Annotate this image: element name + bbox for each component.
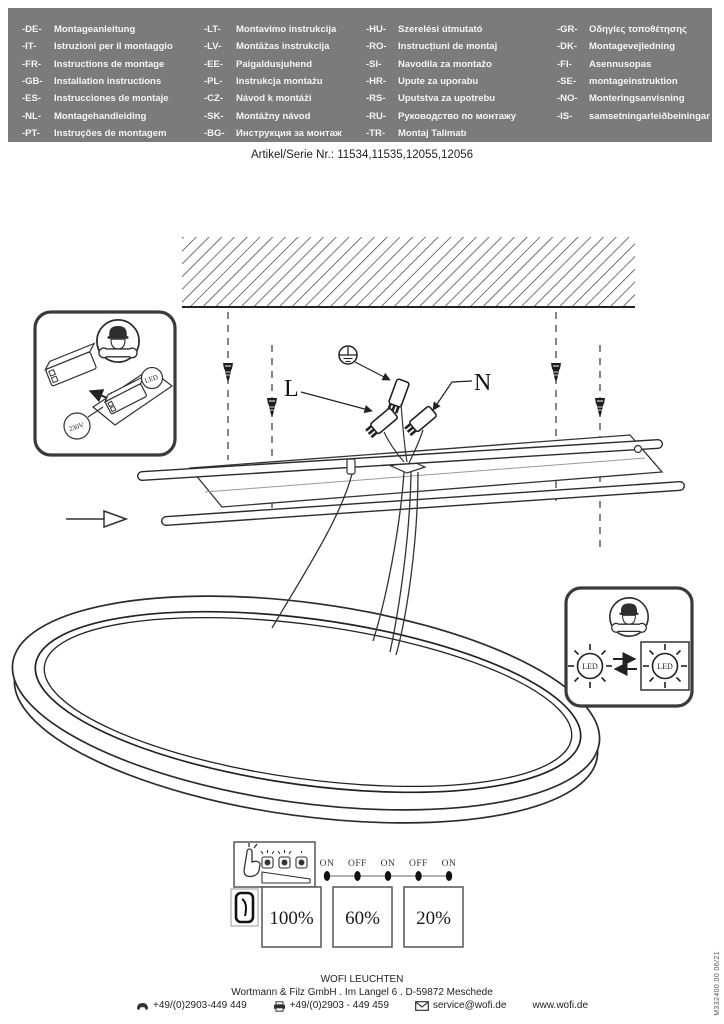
inset-led-module-swap xyxy=(566,588,692,706)
switch-state-label: ON xyxy=(441,859,457,869)
mains-voltage-label: 230V xyxy=(67,420,86,434)
led-module-label-left: LED xyxy=(582,662,598,671)
language-label: Montážny návod xyxy=(236,110,311,122)
language-code: -CZ- xyxy=(204,93,223,105)
mounting-screw xyxy=(267,398,277,417)
company-address: Wortmann & Filz GmbH . Im Langel 6 . D-59872 Meschede xyxy=(231,986,493,998)
language-label: Montageanleitung xyxy=(54,24,136,36)
language-code: -LT- xyxy=(204,24,221,36)
ceiling-lamp xyxy=(0,564,613,855)
language-label: Paigaldusjuhend xyxy=(236,58,313,70)
language-label: Руководство по монтажу xyxy=(398,110,517,122)
brightness-level: 60% xyxy=(345,908,380,929)
language-label: Инструкция за монтаж xyxy=(236,127,342,139)
document-code: M332400.00 06/21 xyxy=(714,951,721,1016)
dimming-instructions xyxy=(231,842,463,947)
brightness-level: 20% xyxy=(416,908,451,929)
language-code: -ES- xyxy=(22,93,41,105)
language-code: -HR- xyxy=(366,76,387,88)
slide-direction-arrow xyxy=(66,511,126,527)
language-code: -IT- xyxy=(22,41,37,53)
language-label: Οδηγίες τοποθέτησης xyxy=(589,24,687,36)
led-driver-label: LED xyxy=(143,373,160,386)
ceiling-hatch xyxy=(182,237,635,307)
language-label: Montaj Talimatı xyxy=(398,127,467,139)
language-label: Návod k montáži xyxy=(236,93,312,105)
language-label: Montagevejledning xyxy=(589,41,676,53)
language-code: -IS- xyxy=(557,110,573,122)
language-label: Szerelési útmutató xyxy=(398,24,483,36)
language-code: -RS- xyxy=(366,93,386,105)
switch-state-label: OFF xyxy=(348,859,367,869)
phone-contact: +49/(0)2903-449 449 xyxy=(136,1000,247,1013)
language-label: Montavimo instrukcija xyxy=(236,24,337,36)
language-code: -PL- xyxy=(204,76,223,88)
language-code: -SE- xyxy=(557,76,576,88)
brightness-level: 100% xyxy=(269,908,314,929)
electrician-icon xyxy=(610,598,648,636)
language-label: Installation instructions xyxy=(54,76,162,88)
mounting-screw xyxy=(595,398,605,417)
phone-icon xyxy=(136,1001,149,1012)
language-code: -HU- xyxy=(366,24,387,36)
language-label: Upute za uporabu xyxy=(398,76,479,88)
language-code: -PT- xyxy=(22,127,40,139)
wall-switch-icon xyxy=(231,889,258,926)
electrician-icon xyxy=(97,320,139,362)
led-module-label-right: LED xyxy=(657,662,673,671)
inset-driver-replacement xyxy=(35,312,175,455)
language-code: -DK- xyxy=(557,41,578,53)
language-label: Instrucciones de montaje xyxy=(54,93,169,105)
language-label: Instrukcja montażu xyxy=(236,76,323,88)
cable-hook xyxy=(347,459,355,474)
language-code: -SK- xyxy=(204,110,224,122)
language-code: -BG- xyxy=(204,127,225,139)
website-link: www.wofi.de xyxy=(532,1000,589,1011)
language-code: -LV- xyxy=(204,41,222,53)
language-label: Navodila za montažo xyxy=(398,58,492,70)
language-label: Montāžas instrukcija xyxy=(236,41,330,53)
language-label: Montagehandleiding xyxy=(54,110,147,122)
language-label: Istruzioni per il montaggio xyxy=(54,41,173,53)
language-code: -NL- xyxy=(22,110,41,122)
language-code: -DE- xyxy=(22,24,42,36)
fax-contact: +49/(0)2903 - 449 459 xyxy=(273,1000,389,1013)
switch-state-label: ON xyxy=(380,859,396,869)
neutral-wire-label: N xyxy=(474,370,492,396)
article-series-number: Artikel/Serie Nr.: 11534,11535,12055,12056 xyxy=(250,149,474,161)
language-code: -GR- xyxy=(557,24,578,36)
language-code: -TR- xyxy=(366,127,385,139)
language-label: Instructions de montage xyxy=(54,58,165,70)
wiring-terminals xyxy=(284,346,491,463)
language-label: Monteringsanvisning xyxy=(589,93,685,105)
switch-state-label: ON xyxy=(319,859,335,869)
footer xyxy=(0,974,724,1013)
language-label: samsetningarleiðbeiningar xyxy=(589,110,710,122)
language-label: Instruções de montagem xyxy=(54,127,167,139)
language-code: -FR- xyxy=(22,58,41,70)
language-code: -EE- xyxy=(204,58,223,70)
language-code: -NO- xyxy=(557,93,578,105)
language-code: -FI- xyxy=(557,58,572,70)
email-contact: service@wofi.de xyxy=(415,1000,507,1013)
email-icon xyxy=(415,1001,429,1011)
language-code: -GB- xyxy=(22,76,43,88)
language-label: montageinstruktion xyxy=(589,76,678,88)
live-terminal xyxy=(365,408,399,439)
language-code: -RO- xyxy=(366,41,387,53)
mounting-screw xyxy=(551,363,561,382)
language-code: -RU- xyxy=(366,110,387,122)
mounting-screw xyxy=(223,363,233,382)
language-label: Instrucțiuni de montaj xyxy=(398,41,498,53)
switch-state-label: OFF xyxy=(409,859,428,869)
brand-name: WOFI LEUCHTEN xyxy=(320,974,404,985)
language-label: Asennusopas xyxy=(589,58,652,70)
fax-icon xyxy=(273,1001,286,1012)
language-label: Uputstva za upotrebu xyxy=(398,93,496,105)
live-wire-label: L xyxy=(284,376,299,402)
language-code: -SI- xyxy=(366,58,382,70)
neutral-terminal xyxy=(404,406,438,437)
earth-symbol xyxy=(339,346,357,364)
